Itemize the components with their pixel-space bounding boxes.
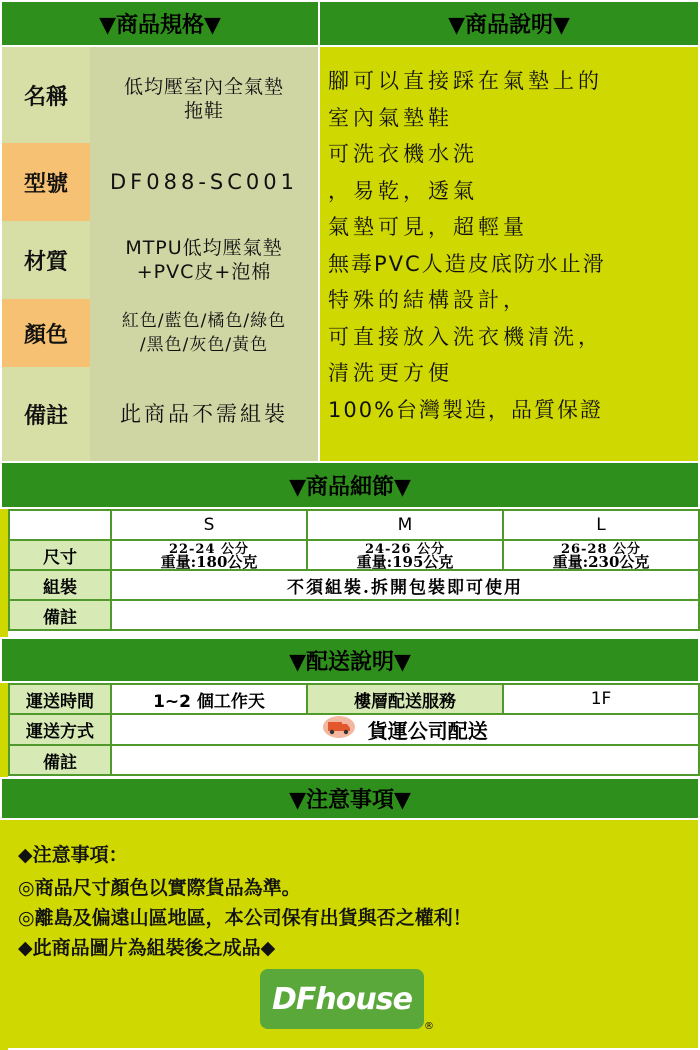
size-l-detail [503,540,699,570]
size-weight: 重量:195公克 [356,553,454,571]
delivery-table [8,683,700,776]
assembly-value: 不須組裝.拆開包裝即可使用 [111,570,699,600]
description-line: 無毒PVC人造皮底防水止滑 [328,251,606,276]
spec-value: 紅色/藍色/橘色/綠色 /黑色/灰色/黃色 [90,299,318,367]
description-line: 腳可以直接踩在氣墊上的 [328,69,603,93]
spec-header: ▼商品規格▼ [0,0,320,47]
size-header-row [9,510,699,540]
details-table [8,509,700,631]
floor-service-value: 1F [503,684,699,714]
notice-header: ▼注意事項▼ [0,777,700,820]
spec-row-remark [2,367,318,461]
spec-value: 低均壓室內全氣墊 拖鞋 [90,47,318,143]
description-line: 可洗衣機水洗 [328,142,478,166]
size-range: 24-26 公分 [364,542,446,557]
delivery-method-label: 運送方式 [9,714,111,745]
delivery-time-row [9,684,699,714]
description-line: 特殊的結構設計， [328,288,528,312]
size-m-detail [307,540,503,570]
remark-label: 備註 [9,600,111,630]
assembly-row [9,570,699,600]
delivery-header: ▼配送說明▼ [0,637,700,683]
spec-row-model [2,143,318,221]
floor-service-label: 樓層配送服務 [307,684,503,714]
spec-value: 此商品不需組裝 [90,367,318,461]
size-range: 22-24 公分 [168,542,250,557]
description-line: 清洗更方便 [328,361,453,385]
notice-line: ◆此商品圖片為組裝後之成品◆ [18,937,276,959]
left-strip [0,461,8,1050]
size-s: S [111,510,307,540]
spec-label: 名稱 [2,47,90,143]
description-line: 氣墊可見，超輕量 [328,215,528,239]
description-panel [320,47,698,461]
remark-label: 備註 [9,745,111,775]
description-header: ▼商品說明▼ [318,0,700,47]
truck-icon [322,715,356,744]
spec-value: DF088-SC001 [90,143,318,221]
spec-row-material [2,221,318,299]
spec-row-name [2,47,318,143]
registered-mark: ® [424,1021,434,1032]
delivery-time-label: 運送時間 [9,684,111,714]
size-weight: 重量:230公克 [552,553,650,571]
spec-label: 備註 [2,367,90,461]
notice-line: ◎離島及偏遠山區地區，本公司保有出貨與否之權利！ [18,907,472,929]
spec-label: 型號 [2,143,90,221]
delivery-method-cell [111,714,699,745]
description-line: 可直接放入洗衣機清洗， [328,324,603,349]
notice-line: ◆注意事項： [18,844,128,866]
delivery-remark-row [9,745,699,775]
delivery-method-value: 貨運公司配送 [367,719,488,743]
size-label: 尺寸 [9,540,111,570]
delivery-time-value: 1~2 個工作天 [111,684,307,714]
remark-value [111,600,699,630]
assembly-label: 組裝 [9,570,111,600]
size-row [9,540,699,570]
notice-line: ◎商品尺寸顏色以實際貨品為準。 [18,877,301,899]
details-remark-row [9,600,699,630]
spec-value: MTPU低均壓氣墊 +PVC皮+泡棉 [90,221,318,299]
description-line: 100%台灣製造，品質保證 [328,397,604,422]
spec-label: 顏色 [2,299,90,367]
details-header: ▼商品細節▼ [0,461,700,509]
remark-value [111,745,699,775]
size-range: 26-28 公分 [560,542,642,557]
description-line: ，易乾，透氣 [328,178,478,203]
size-l: L [503,510,699,540]
spec-label: 材質 [2,221,90,299]
size-m: M [307,510,503,540]
spec-row-color [2,299,318,367]
size-s-detail [111,540,307,570]
delivery-method-row [9,714,699,745]
size-weight: 重量:180公克 [160,553,258,571]
description-line: 室內氣墊鞋 [328,105,453,130]
dfhouse-logo: DFhouse [260,969,424,1029]
